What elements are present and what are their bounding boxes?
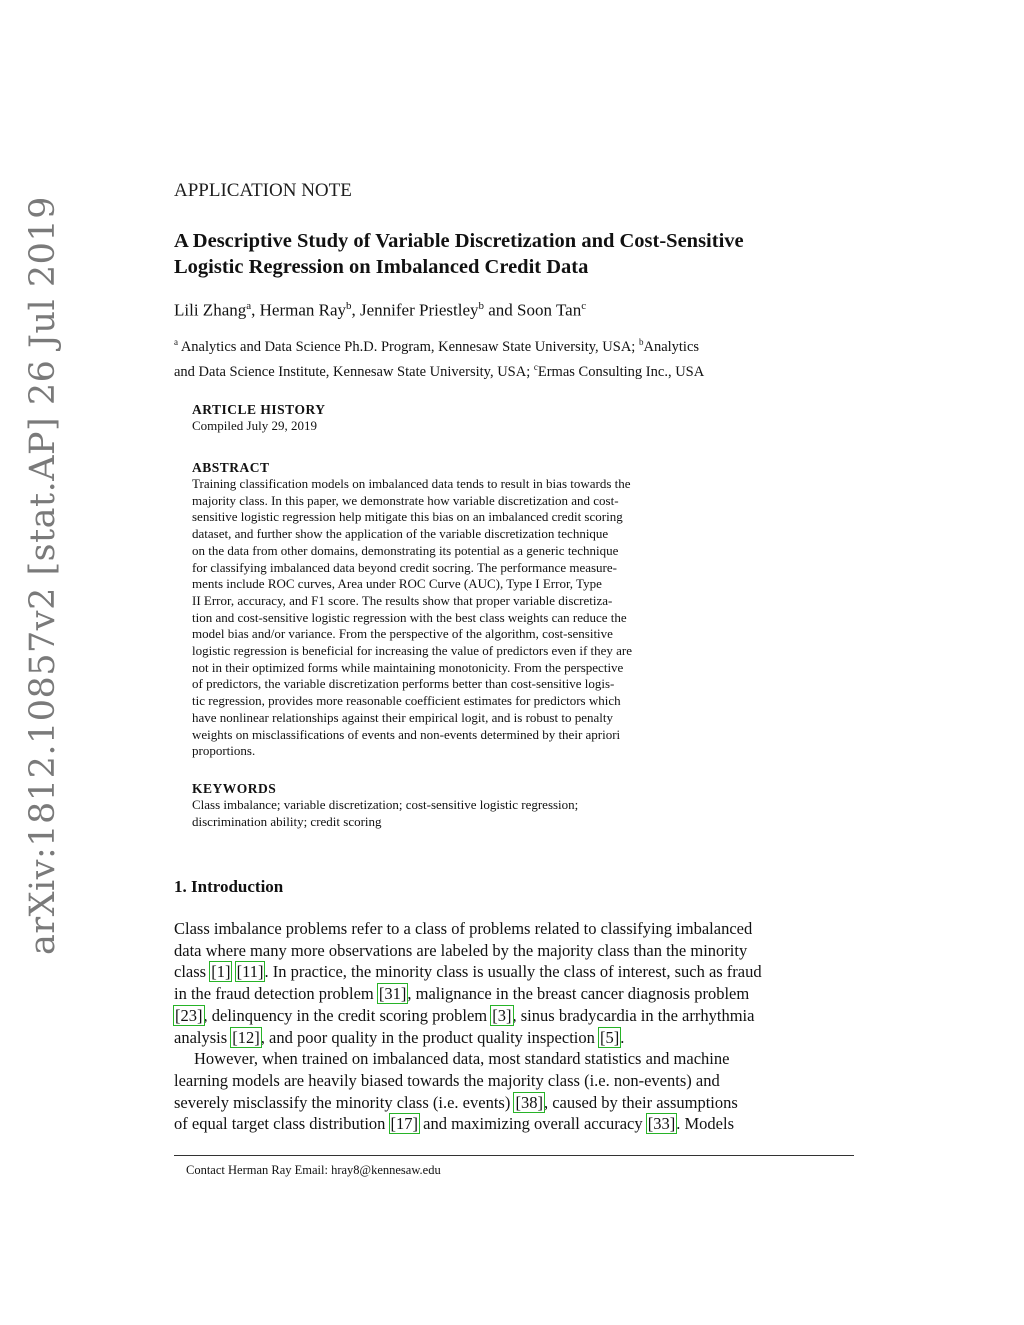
- body-text: severely misclassify the minority class (i.e. events): [174, 1092, 515, 1112]
- affiliation-text: Analytics and Data Science Ph.D. Program, Kennesaw State University, USA;: [178, 338, 639, 355]
- body-text: and maximizing overall accuracy: [419, 1114, 647, 1134]
- citation-link[interactable]: [3]: [492, 1005, 512, 1025]
- affiliation-line: [174, 357, 854, 382]
- paper-title: [174, 228, 864, 280]
- section-heading: 1. Introduction: [174, 877, 284, 896]
- abstract-line: II Error, accuracy, and F1 score. The results show that proper variable discretiza-: [192, 592, 613, 608]
- abstract-line: have nonlinear relationships against their empirical logit, and is robust to penalty: [192, 709, 613, 725]
- affiliation-line: [174, 332, 854, 357]
- abstract-line: weights on misclassifications of events and non-events determined by their apriori: [192, 726, 621, 742]
- contact-footnote: Contact Herman Ray Email: hray8@kennesaw.edu: [186, 1163, 441, 1177]
- abstract-text: [192, 476, 762, 760]
- body-text: , and poor quality in the product quality inspection: [260, 1027, 599, 1047]
- abstract-line: logistic regression is beneficial for increasing the value of predictors even if they are: [192, 643, 633, 659]
- citation-link[interactable]: [5]: [599, 1027, 620, 1047]
- footnote-rule: [174, 1155, 854, 1156]
- author-mark: b: [346, 300, 352, 312]
- introduction-body: [174, 918, 864, 1135]
- affiliation-text: Analytics: [643, 338, 700, 355]
- affiliation-mark: b: [638, 337, 644, 347]
- abstract-line: sensitive logistic regression help mitigate this bias on an imbalanced credit scoring: [192, 509, 623, 525]
- abstract-line: proportions.: [192, 743, 256, 759]
- citation-link[interactable]: [11]: [236, 962, 264, 982]
- citation-link[interactable]: [38]: [515, 1092, 543, 1112]
- keywords-line: Class imbalance; variable discretization; cost-sensitive logistic regression;: [192, 797, 579, 812]
- abstract-line: of predictors, the variable discretization performs better than cost-sensitive logis-: [192, 676, 615, 692]
- body-text: . In practice, the minority class is usually the class of interest, such as fraud: [264, 962, 762, 982]
- citation-link[interactable]: [31]: [378, 984, 407, 1004]
- body-text: . Models: [676, 1114, 734, 1134]
- affiliation-text: and Data Science Institute, Kennesaw State University, USA;: [174, 363, 534, 380]
- body-text: [231, 962, 235, 981]
- citation-link[interactable]: [17]: [390, 1114, 419, 1134]
- abstract-line: for classifying imbalanced data beyond credit socring. The performance measure-: [192, 559, 617, 575]
- history-heading: ARTICLE HISTORY: [192, 402, 326, 417]
- author-name: and Soon Tan: [484, 300, 582, 320]
- body-line: However, when trained on imbalanced data, most standard statistics and machine: [194, 1049, 730, 1069]
- abstract-line: majority class. In this paper, we demonstrate how variable discretization and cost-: [192, 492, 619, 508]
- body-text: , delinquency in the credit scoring problem: [203, 1005, 492, 1025]
- citation-link[interactable]: [12]: [232, 1027, 260, 1047]
- article-type: APPLICATION NOTE: [174, 180, 352, 201]
- abstract-line: not in their optimized forms while maintaining monotonicity. From the perspective: [192, 659, 624, 675]
- author-list: [174, 300, 586, 321]
- body-text: , caused by their assumptions: [543, 1092, 738, 1112]
- article-history: [192, 401, 762, 435]
- body-text: , malignance in the breast cancer diagnosis problem: [407, 984, 750, 1004]
- abstract-line: tion and cost-sensitive logistic regression with the best class weights can reduce the: [192, 609, 627, 625]
- body-text: in the fraud detection problem: [174, 984, 378, 1004]
- body-line: [174, 1005, 864, 1027]
- arxiv-identifier: arXiv:1812.10857v2 [stat.AP] 26 Jul 2019: [23, 196, 63, 955]
- keywords-line: discrimination ability; credit scoring: [192, 813, 382, 829]
- body-line: Class imbalance problems refer to a class of problems related to classifying imbalanced: [174, 919, 753, 938]
- body-line: [174, 1027, 864, 1049]
- citation-link[interactable]: [23]: [175, 1005, 203, 1025]
- author-name: , Herman Ray: [251, 300, 347, 320]
- abstract-line: Training classification models on imbalanced data tends to result in bias towards the: [192, 476, 631, 491]
- body-line: [174, 983, 864, 1005]
- author-mark: b: [478, 300, 485, 312]
- affiliations: [174, 332, 854, 382]
- abstract-line: on the data from other domains, demonstrating its potential as a generic technique: [192, 542, 619, 558]
- body-text: , sinus bradycardia in the arrhythmia: [512, 1005, 755, 1025]
- body-text: .: [620, 1027, 625, 1047]
- affiliation-mark: a: [174, 337, 178, 347]
- keywords-heading: KEYWORDS: [192, 781, 277, 796]
- citation-link[interactable]: [1]: [211, 962, 231, 982]
- title-line: Logistic Regression on Imbalanced Credit Data: [174, 256, 589, 278]
- title-line: A Descriptive Study of Variable Discretization and Cost-Sensitive: [174, 230, 744, 252]
- author-mark: c: [581, 300, 587, 312]
- abstract-line: tic regression, provides more reasonable coefficient estimates for predictors which: [192, 693, 621, 709]
- body-text: of equal target class distribution: [174, 1114, 390, 1134]
- body-text: analysis: [174, 1027, 232, 1047]
- abstract: [192, 459, 762, 760]
- keywords: [192, 780, 762, 830]
- abstract-heading: ABSTRACT: [192, 460, 270, 475]
- body-line: data where many more observations are labeled by the majority class than the minority: [174, 940, 748, 960]
- author-name: Lili Zhang: [174, 300, 247, 320]
- author-name: , Jennifer Priestley: [351, 300, 479, 320]
- body-line: [174, 961, 864, 983]
- body-line: [174, 1113, 864, 1135]
- compiled-date: Compiled July 29, 2019: [192, 418, 317, 433]
- body-line: [174, 1092, 864, 1114]
- abstract-line: ments include ROC curves, Area under ROC Curve (AUC), Type I Error, Type: [192, 576, 602, 592]
- abstract-line: dataset, and further show the application of the variable discretization technique: [192, 526, 609, 542]
- body-text: class: [174, 962, 211, 982]
- affiliation-mark: c: [533, 361, 538, 372]
- keywords-text: [192, 797, 762, 830]
- body-line: learning models are heavily biased towards the majority class (i.e. non-events) and: [174, 1070, 720, 1090]
- affiliation-text: Ermas Consulting Inc., USA: [537, 363, 705, 380]
- author-mark: a: [246, 300, 252, 312]
- abstract-line: model bias and/or variance. From the perspective of the algorithm, cost-sensitive: [192, 626, 613, 642]
- citation-link[interactable]: [33]: [647, 1114, 676, 1134]
